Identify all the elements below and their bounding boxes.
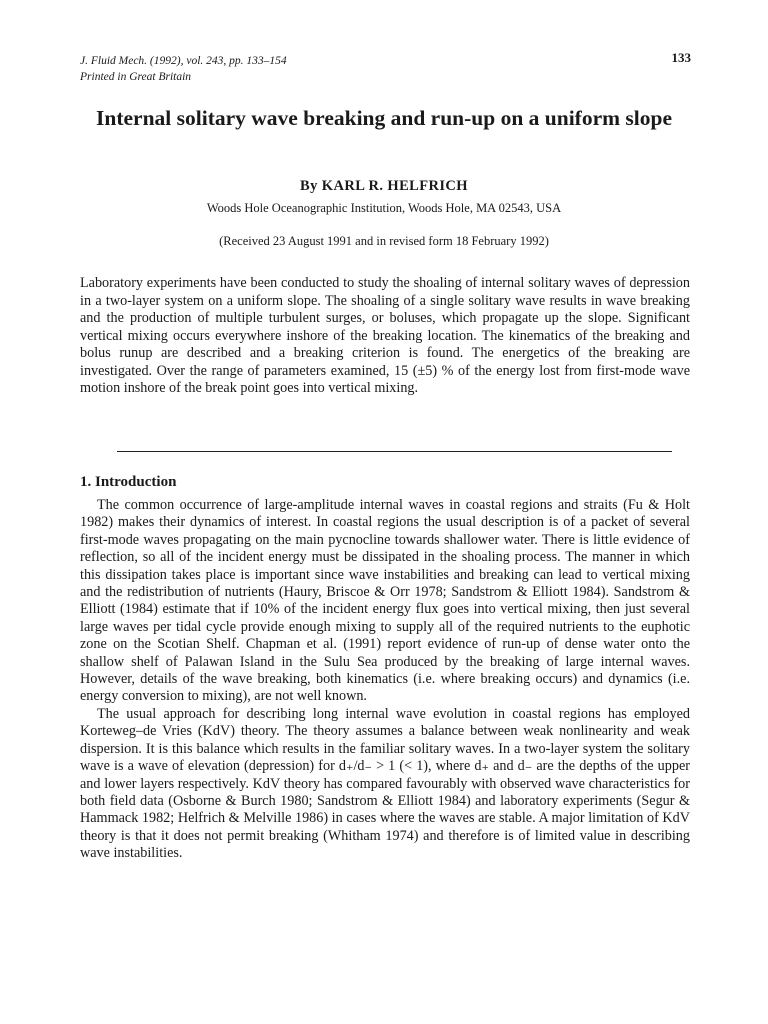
section-heading: 1. Introduction: [80, 474, 177, 490]
paper-title: Internal solitary wave breaking and run-up on a uniform slope: [96, 106, 672, 130]
page-number: 133: [671, 50, 691, 65]
paragraph: The common occurrence of large-amplitude internal waves in coastal regions and straits (Fu & Holt 1982) makes their dynamics of interest. In coastal regions the usual description is of a packet of several first-mode waves propagating on the main pycnocline towards shallower water. There is little evidence of reflection, so all of the incident energy must be dissipated in the shoaling process. The manner in which this dissipation takes place is important since wave instabilities and breaking can lead to vertical mixing and the redistribution of nutrients (Haury, Briscoe & Orr 1978; Sandstrom & Elliott 1984). Sandstrom & Elliott (1984) estimate that if 10% of the incident energy flux goes into vertical mixing, then just several large waves per tidal cycle provide enough mixing to supply all of the required nutrients to the euphotic zone on the Scotian Shelf. Chapman et al. (1991) report evidence of run-up of dense water onto the shallow shelf of Palawan Island in the Sulu Sea produced by the breaking of large internal waves. However, details of the wave breaking, both kinematics (i.e. where breaking occurs) and dynamics (i.e. energy conversion to mixing), are not well known.: [80, 497, 690, 705]
printed-in: Printed in Great Britain: [80, 71, 192, 83]
paragraph: The usual approach for describing long internal wave evolution in coastal regions has employed Korteweg–de Vries (KdV) theory. The theory assumes a balance between weak nonlinearity and weak dispersion. It is this balance which results in the familiar solitary waves. In a two-layer system the solitary wave is a wave of elevation (depression) for d₊/d₋ > 1 (< 1), where d₊ and d₋ are the depths of the upper and lower layers respectively. KdV theory has compared favourably with observed wave characteristics for both field data (Osborne & Burch 1980; Sandstrom & Elliott 1984) and laboratory experiments (Segur & Hammack 1982; Helfrich & Melville 1986) in cases where the waves are stable. A major limitation of KdV theory is that it does not permit breaking (Whitham 1974) and therefore is of limited value in describing wave instabilities.: [80, 705, 690, 862]
received-dates: (Received 23 August 1991 and in revised form 18 February 1992): [219, 234, 549, 248]
journal-header: [80, 53, 480, 85]
section-body: [80, 497, 690, 863]
abstract-divider: [117, 451, 672, 452]
journal-citation: J. Fluid Mech. (1992), vol. 243, pp. 133–154: [80, 55, 287, 67]
affiliation: Woods Hole Oceanographic Institution, Woods Hole, MA 02543, USA: [206, 201, 562, 215]
abstract: Laboratory experiments have been conducted to study the shoaling of internal solitary waves of depression in a two-layer system on a uniform slope. The shoaling of a single solitary wave results in wave breaking and the production of multiple turbulent surges, or boluses, which propagate up the slope. Significant vertical mixing occurs everywhere inshore of the breaking location. The kinematics of the breaking and bolus runup are described and a breaking criterion is found. The energetics of the breaking are investigated. Over the range of parameters examined, 15 (±5) % of the energy lost from first-mode wave motion inshore of the break point goes into vertical mixing.: [80, 275, 690, 396]
author-line: By KARL R. HELFRICH: [300, 178, 468, 194]
